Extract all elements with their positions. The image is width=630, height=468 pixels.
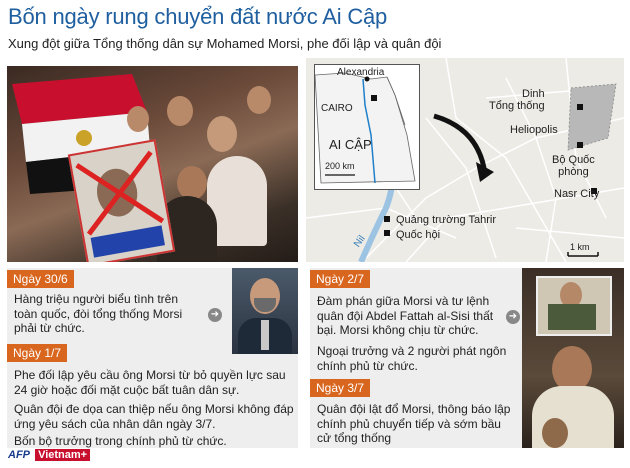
event-date-tag: Ngày 2/7 — [310, 270, 370, 288]
arrow-right-icon: ➜ — [506, 310, 520, 324]
event-text: Quân đội lật đổ Morsi, thông báo lập chính phủ chuyển tiếp và sớm bầu cử tổng thống — [317, 402, 511, 445]
event-text: Bốn bộ trưởng trong chính phủ từ chức. — [14, 434, 227, 448]
label-nasr-city: Nasr City — [554, 188, 600, 200]
label-heliopolis: Heliopolis — [510, 124, 558, 136]
label-egypt: AI CẬP — [329, 137, 372, 152]
footer-credit — [8, 449, 90, 461]
event-text: Đàm phán giữa Morsi và tư lệnh quân đội Abdel Fattah al-Sisi thất bại. Morsi không chịu từ chức. — [317, 294, 494, 337]
sisi-supporter-photo — [522, 268, 624, 448]
page-title: Bốn ngày rung chuyển đất nước Ai Cập — [8, 4, 388, 29]
label-scale-200km: 200 km — [325, 161, 355, 171]
label-defense-ministry: Bộ Quốc phòng — [552, 154, 595, 178]
egypt-inset-map — [314, 64, 420, 190]
morsi-poster — [68, 139, 175, 262]
label-nile: Nil — [351, 233, 368, 250]
label-cairo: CAIRO — [321, 103, 353, 114]
label-tahrir: Quảng trường Tahrir — [396, 214, 496, 226]
event-date-tag: Ngày 3/7 — [310, 379, 370, 397]
page-subtitle: Xung đột giữa Tổng thống dân sự Mohamed Morsi, phe đối lập và quân đội — [8, 36, 442, 51]
label-scale-1km: 1 km — [570, 242, 590, 252]
event-text: Quân đội đe dọa can thiệp nếu ông Morsi không đáp ứng yêu sách của nhân dân ngày 3/7. — [14, 402, 294, 431]
afp-logo: AFP — [8, 449, 30, 461]
vietnamplus-logo: Vietnam+ — [35, 449, 90, 461]
event-date-tag: Ngày 30/6 — [7, 270, 74, 288]
arrow-right-icon: ➜ — [208, 308, 222, 322]
event-date-tag: Ngày 1/7 — [7, 344, 67, 362]
event-text: Phe đối lập yêu cầu ông Morsi từ bỏ quyền lực sau 24 giờ hoặc đối mặt cuộc bất tuân dân sự. — [14, 368, 286, 397]
label-alexandria: Alexandria — [337, 67, 385, 78]
label-parliament: Quốc hội — [396, 229, 441, 241]
protest-photo — [7, 66, 298, 262]
event-text: Hàng triệu người biểu tình trên toàn quốc, đòi tổng thống Morsi phải từ chức. — [14, 292, 183, 335]
event-text: Ngoại trưởng và 2 người phát ngôn chính phủ từ chức. — [317, 344, 507, 373]
cairo-map — [306, 58, 624, 262]
morsi-portrait — [232, 268, 298, 354]
label-presidential-palace: Dinh Tổng thống — [489, 88, 545, 112]
